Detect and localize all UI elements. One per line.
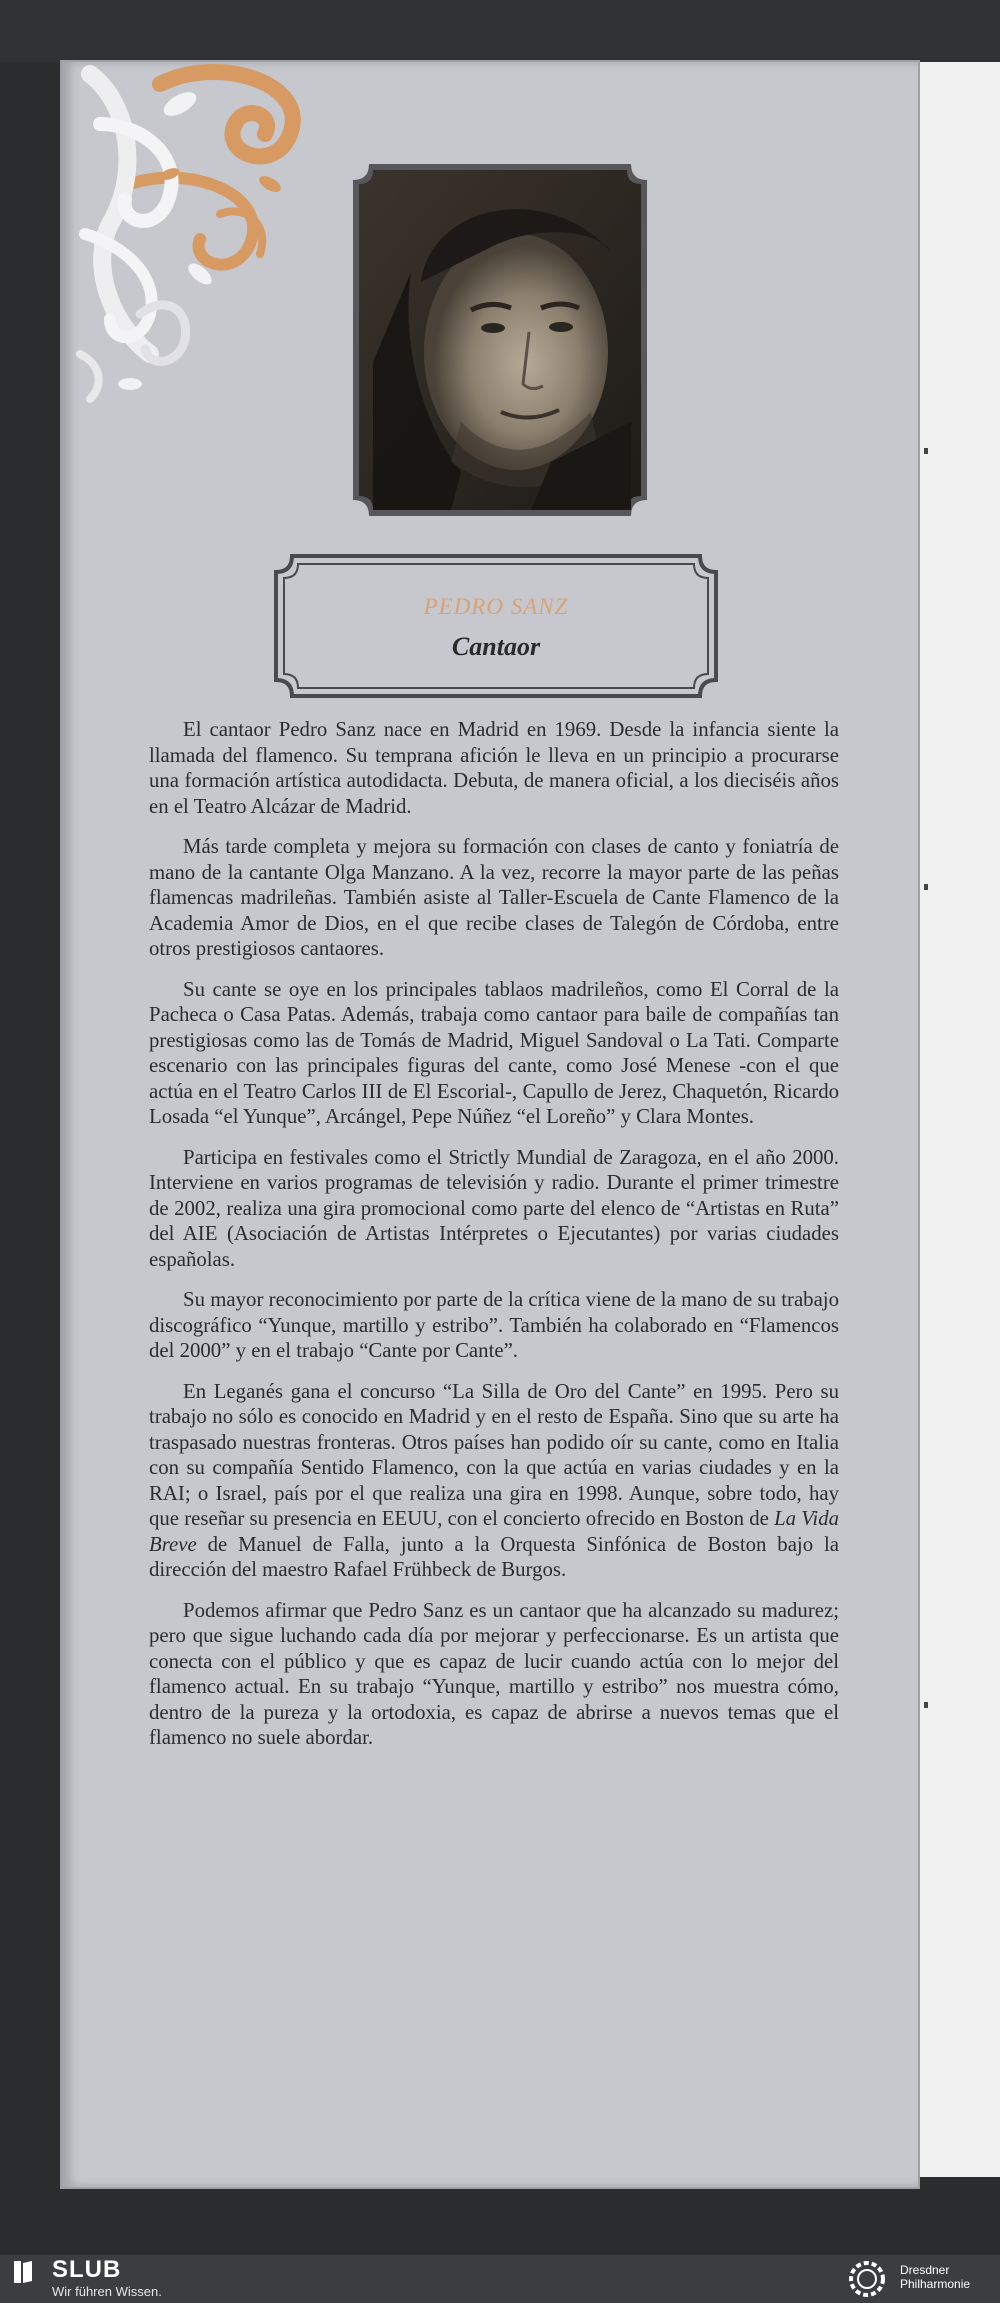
- facing-page-edge: [920, 62, 1000, 2177]
- philharmonie-logo-icon: [842, 2257, 892, 2301]
- performer-role: Cantaor: [451, 632, 541, 661]
- bio-paragraph: Su cante se oye en los principales tablaos madrileños, como El Corral de la Pacheca o Casa Patas. Además, trabaja como cantaor para baile de compañías tan prestigiosas como las de Tomás de Madrid, Miguel Sandoval o La Tati. Comparte escenario con las principales figuras del cante, como José Menese -con el que actúa en el Teatro Carlos III de El Escorial-, Capullo de Jerez, Chaquetón, Ricardo Losada “el Yunque”, Arcángel, Pepe Núñez “el Loreño” y Clara Montes.: [149, 977, 839, 1128]
- scan-background: [0, 0, 1000, 62]
- bio-paragraph: Más tarde completa y mejora su formación con clases de canto y foniatría de mano de la cantante Olga Manzano. A la vez, recorre la mayor parte de las peñas flamencas madrileñas. También asiste al Taller-Escuela de Cante Flamenco de la Academia Amor de Dios, en el que recibe clases de Talegón de Córdoba, entre otros prestigiosos cantaores.: [149, 835, 839, 960]
- bio-paragraph: El cantaor Pedro Sanz nace en Madrid en 1969. Desde la infancia siente la llamada del flamenco. Su temprana afición le lleva en un principio a procurarse una formación artística autodidacta. Debuta, de manera oficial, a los dieciséis años en el Teatro Alcázar de Madrid.: [149, 718, 839, 818]
- bio-paragraph: [149, 1379, 839, 1583]
- bio-paragraph: Su mayor reconocimiento por parte de la crítica viene de la mano de su trabajo discográfico “Yunque, martillo y estribo”. También ha colaborado en “Flamencos del 2000” y en el trabajo “Cante por Cante”.: [149, 1288, 839, 1362]
- floral-ornament-icon: [70, 64, 330, 404]
- bio-text: En Leganés gana el concurso “La Silla de Oro del Cante” en 1995. Pero su trabajo no sólo es conocido en Madrid y en el resto de España. Sino que su arte ha traspasado nuestras fronteras. Otros países han podido oír su cante, como en Italia con su compañía Sentido Flamenco, con la que actúa en varias ciudades y en la RAI; o Israel, país por el que realiza una gira en 1998. Aunque, sobre todo, hay que reseñar su presencia en EEUU, con el concierto ofrecido en Boston de: [149, 1379, 839, 1530]
- work-title: La Vida Breve: [149, 1507, 839, 1556]
- library-tagline: Wir führen Wissen.: [52, 2284, 162, 2299]
- cartouche-frame-icon: [272, 552, 720, 700]
- bio-paragraph: Participa en festivales como el Strictly Mundial de Zaragoza, en el año 2000. Interviene en varios programas de televisión y radio. Durante el primer trimestre de 2002, realiza una gira promocional como parte del elenco de “Artistas en Ruta” del AIE (Asociación de Artistas Intérpretes o Ejecutantes) por varias ciudades españolas.: [149, 1145, 839, 1271]
- portrait-photo: [351, 162, 649, 518]
- performer-name: PEDRO SANZ: [423, 594, 569, 619]
- title-cartouche: [272, 552, 720, 700]
- partner-line: Philharmonie: [900, 2277, 971, 2291]
- library-name: SLUB: [52, 2256, 122, 2283]
- biography-text: [149, 717, 839, 1766]
- book-icon: [12, 2259, 34, 2285]
- bio-paragraph: Podemos afirmar que Pedro Sanz es un cantaor que ha alcanzado su madurez; pero que sigue luchando cada día por mejorar y perfeccionarse. Es un artista que conecta con el público y que es capaz de lucir cuando actúa con lo mejor del flamenco actual. En su trabajo “Yunque, martillo y estribo” nos muestra cómo, dentro de la pureza y la ortodoxia, es capaz de abrirse a nuevos temas que el flamenco no suele abordar.: [149, 1598, 839, 1749]
- partner-line: Dresdner: [900, 2263, 950, 2277]
- program-page: [62, 62, 918, 2187]
- partner-name: [900, 2263, 1000, 2291]
- bio-text: de Manuel de Falla, junto a la Orquesta Sinfónica de Boston bajo la dirección del maestro Rafael Frühbeck de Burgos.: [149, 1532, 839, 1581]
